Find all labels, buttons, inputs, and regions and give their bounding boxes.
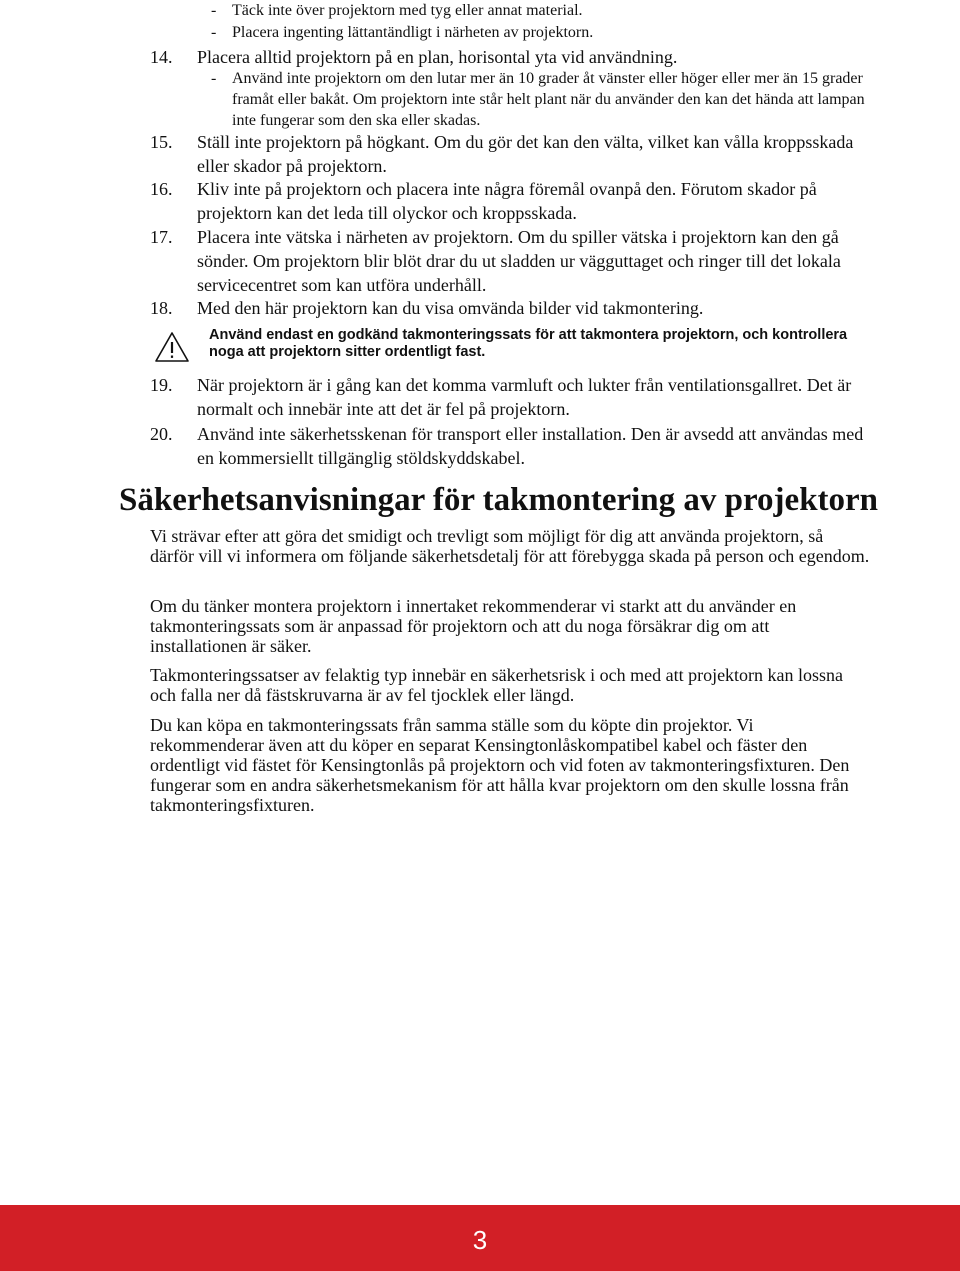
- warning-triangle-icon: [154, 331, 190, 363]
- section-heading: Säkerhetsanvisningar för takmontering av projektorn: [119, 482, 879, 518]
- bullet-text: Täck inte över projektorn med tyg eller annat material.: [232, 2, 583, 19]
- item-number: 18.: [150, 298, 173, 318]
- item-text: Placera alltid projektorn på en plan, horisontal yta vid användning.: [197, 47, 678, 67]
- section-paragraph: Vi strävar efter att göra det smidigt och trevligt som möjligt för dig att använda projektorn, så därför vill vi informera om följande säkerhetsdetalj för att förebygga skada på person och egendom.: [150, 526, 870, 566]
- item-text: Placera inte vätska i närheten av projektorn. Om du spiller vätska i projektorn kan den gå sönder. Om projektorn blir blöt drar du ut sladden ur vägguttaget och ringer till det lokala servicecentret som kan utföra underhåll.: [197, 227, 841, 295]
- item-number: 15.: [150, 132, 173, 152]
- bullet-dash: -: [211, 2, 217, 19]
- section-paragraph: Du kan köpa en takmonteringssats från samma ställe som du köpte din projektor. Vi rekommenderar även att du köper en separat Kensingtonlåskompatibel kabel och fäster den ordentligt vid fästet för Kensingtonlås på projektorn och vid foten av takmonteringsfixturen. Den fungerar som en andra säkerhetsmekanism för att hålla kvar projektorn om den skulle lossna från takmonteringsfixturen.: [150, 715, 850, 815]
- item14-bullet-text: Använd inte projektorn om den lutar mer än 10 grader åt vänster eller höger eller mer än 15 grader framåt eller bakåt. Om projektorn inte står helt plant när du använder den kan det hända att lampan inte fungerar som den ska eller skadas.: [232, 70, 865, 129]
- bullet-dash: -: [211, 70, 217, 87]
- bullet-dash: -: [211, 24, 217, 41]
- item-text: När projektorn är i gång kan det komma varmluft och lukter från ventilationsgallret. Det är normalt och innebär inte att det är fel på projektorn.: [197, 375, 852, 419]
- section-paragraph: Om du tänker montera projektorn i innertaket rekommenderar vi starkt att du använder en takmonteringssats som är anpassad för projektorn och att du noga försäkrar dig om att installationen är säker.: [150, 596, 797, 656]
- item-number: 19.: [150, 375, 173, 395]
- item-number: 16.: [150, 179, 173, 199]
- item-number: 20.: [150, 424, 173, 444]
- item-text: Med den här projektorn kan du visa omvända bilder vid takmontering.: [197, 298, 704, 318]
- item-number: 14.: [150, 47, 173, 67]
- item-text: Ställ inte projektorn på högkant. Om du gör det kan den välta, vilket kan vålla kroppsskada eller skador på projektorn.: [197, 132, 854, 176]
- section-paragraph: Takmonteringssatser av felaktig typ innebär en säkerhetsrisk i och med att projektorn kan lossna och falla ner då fästskruvarna är av fel tjocklek eller längd.: [150, 665, 844, 705]
- bullet-text: Placera ingenting lättantändligt i närheten av projektorn.: [232, 24, 594, 41]
- item-number: 17.: [150, 227, 173, 247]
- item-text: Kliv inte på projektorn och placera inte några föremål ovanpå den. Förutom skador på projektorn kan det leda till olyckor och kroppsskada.: [197, 179, 817, 223]
- item-text: Använd inte säkerhetsskenan för transport eller installation. Den är avsedd att användas med en kommersiellt tillgänglig stöldskyddskabel.: [197, 424, 864, 468]
- page-number: 3: [472, 1225, 488, 1255]
- warning-text: Använd endast en godkänd takmonteringssats för att takmontera projektorn, och kontrollera noga att projektorn sitter ordentligt fast.: [209, 327, 848, 360]
